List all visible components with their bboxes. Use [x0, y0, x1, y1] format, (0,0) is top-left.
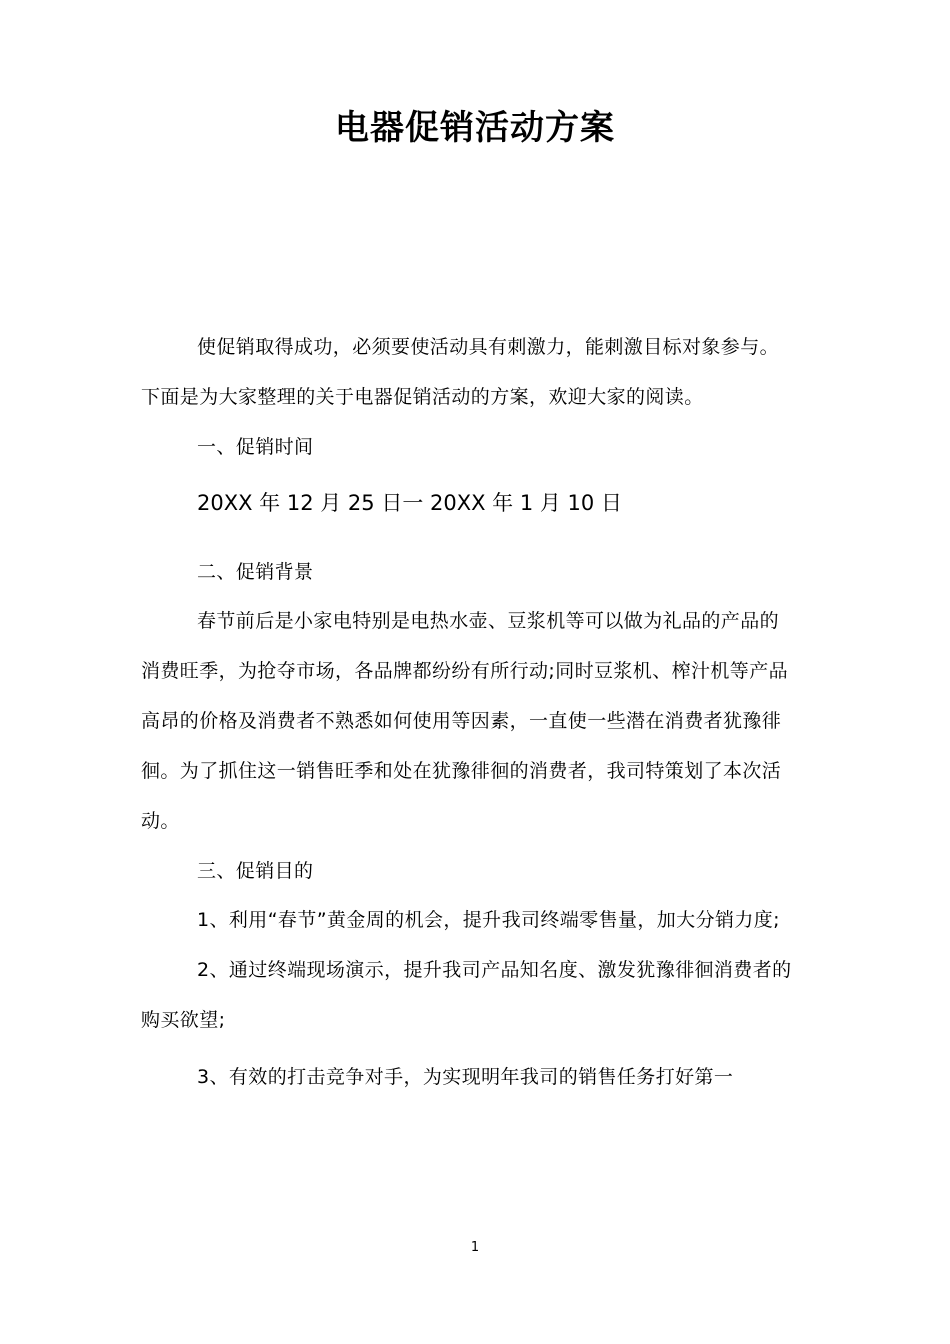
background-line-1: 春节前后是小家电特别是电热水壶、豆浆机等可以做为礼品的产品的: [197, 610, 780, 632]
intro-line-1: 使促销取得成功，必须要使活动具有刺激力，能刺激目标对象参与。: [197, 336, 780, 358]
purpose-item-2-line-1: 2、通过终端现场演示，提升我司产品知名度、激发犹豫徘徊消费者的: [197, 959, 792, 981]
purpose-item-2-line-2: 购买欲望;: [141, 1009, 226, 1031]
background-line-2: 消费旺季，为抢夺市场，各品牌都纷纷有所行动;同时豆浆机、榨汁机等产品: [141, 660, 789, 682]
purpose-item-3: 3、有效的打击竞争对手，为实现明年我司的销售任务打好第一: [197, 1066, 734, 1088]
background-line-3: 高昂的价格及消费者不熟悉如何使用等因素，一直使一些潜在消费者犹豫徘: [141, 710, 782, 732]
document-title: 电器促销活动方案: [335, 108, 615, 148]
section-heading-time: 一、促销时间: [197, 436, 314, 458]
purpose-item-1: 1、利用“春节”黄金周的机会，提升我司终端零售量，加大分销力度;: [197, 909, 780, 931]
background-line-5: 动。: [141, 810, 180, 832]
intro-line-2: 下面是为大家整理的关于电器促销活动的方案，欢迎大家的阅读。: [141, 386, 704, 408]
background-line-4: 徊。为了抓住这一销售旺季和处在犹豫徘徊的消费者，我司特策划了本次活: [141, 760, 782, 782]
section-heading-purpose: 三、促销目的: [197, 860, 314, 882]
section-heading-background: 二、促销背景: [197, 561, 314, 583]
promotion-date-range: 20XX 年 12 月 25 日一 20XX 年 1 月 10 日: [197, 491, 622, 515]
page-number: 1: [470, 1240, 480, 1255]
